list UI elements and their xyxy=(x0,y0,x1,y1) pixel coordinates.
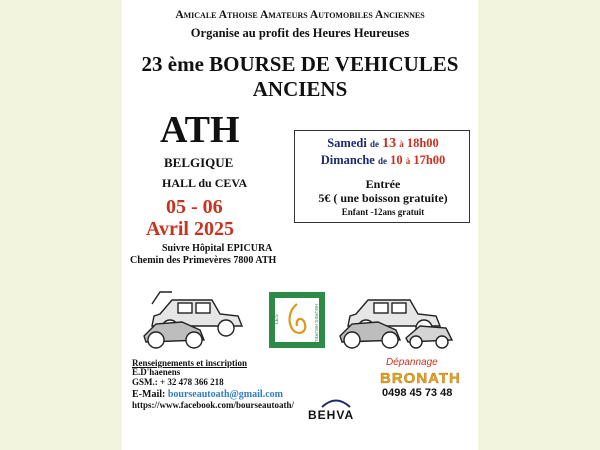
sunday-label: Dimanche xyxy=(320,153,375,167)
venue-name: HALL du CEVA xyxy=(162,176,248,190)
email-link[interactable]: bourseautoath@gmail.com xyxy=(167,389,283,400)
sunday-start: 10 xyxy=(390,153,403,167)
event-month-year: Avril 2025 xyxy=(146,218,234,240)
sunday-de: de xyxy=(377,156,387,166)
sponsor-name: BRONATH xyxy=(380,370,461,387)
directions-line: Suivre Hôpital EPICURA xyxy=(162,243,273,254)
email-label: E-Mail: xyxy=(132,389,166,400)
contact-name: E.D'haenens xyxy=(132,367,181,377)
saturday-hours xyxy=(295,136,471,152)
sunday-end: 17h00 xyxy=(413,153,446,167)
event-poster xyxy=(122,0,478,450)
vintage-cars-illustration-left xyxy=(142,284,260,350)
logo-text-right: HEURES HEUREUSES xyxy=(314,304,319,348)
vintage-cars-illustration-right xyxy=(336,284,456,350)
organizer-name: Amicale Athoise Amateurs Automobiles Anciennes xyxy=(175,9,425,21)
entry-label: Entrée xyxy=(365,177,401,191)
behva-logo-arc xyxy=(318,396,354,408)
facebook-link[interactable]: https://www.facebook.com/bourseautoath/ xyxy=(132,400,295,410)
saturday-start: 13 xyxy=(382,136,397,151)
saturday-label: Samedi xyxy=(327,136,367,150)
city-name: ATH xyxy=(160,109,240,151)
event-days: 05 - 06 xyxy=(166,196,223,218)
logo-graphic xyxy=(269,292,325,348)
heures-heureuses-logo xyxy=(269,292,325,348)
benefit-line: Organise au profit des Heures Heureuses xyxy=(190,26,410,40)
event-title: 23 ème BOURSE DE VEHICULES xyxy=(141,52,459,76)
sunday-hours xyxy=(295,153,471,168)
sunday-a: à xyxy=(405,156,411,166)
logo-text-left: LES xyxy=(274,314,280,324)
event-title-line2: ANCIENS xyxy=(252,77,348,101)
saturday-a: à xyxy=(399,139,404,149)
contact-email-line xyxy=(132,389,283,400)
sponsor-service: Dépannage xyxy=(386,357,438,368)
saturday-de: de xyxy=(369,139,379,149)
entry-price: 5€ ( une boisson gratuite) xyxy=(318,191,448,205)
children-free-note: Enfant -12ans gratuit xyxy=(341,207,425,217)
saturday-end: 18h00 xyxy=(406,136,439,150)
schedule-box xyxy=(294,130,470,223)
street-address: Chemin des Primevères 7800 ATH xyxy=(130,255,277,266)
sponsor-phone: 0498 45 73 48 xyxy=(382,387,453,399)
contact-phone: GSM.: + 32 478 366 218 xyxy=(132,377,224,387)
country-name: BELGIQUE xyxy=(164,155,234,170)
behva-logo-text: BEHVA xyxy=(308,408,355,422)
contact-heading: Renseignements et inscription xyxy=(132,358,247,368)
